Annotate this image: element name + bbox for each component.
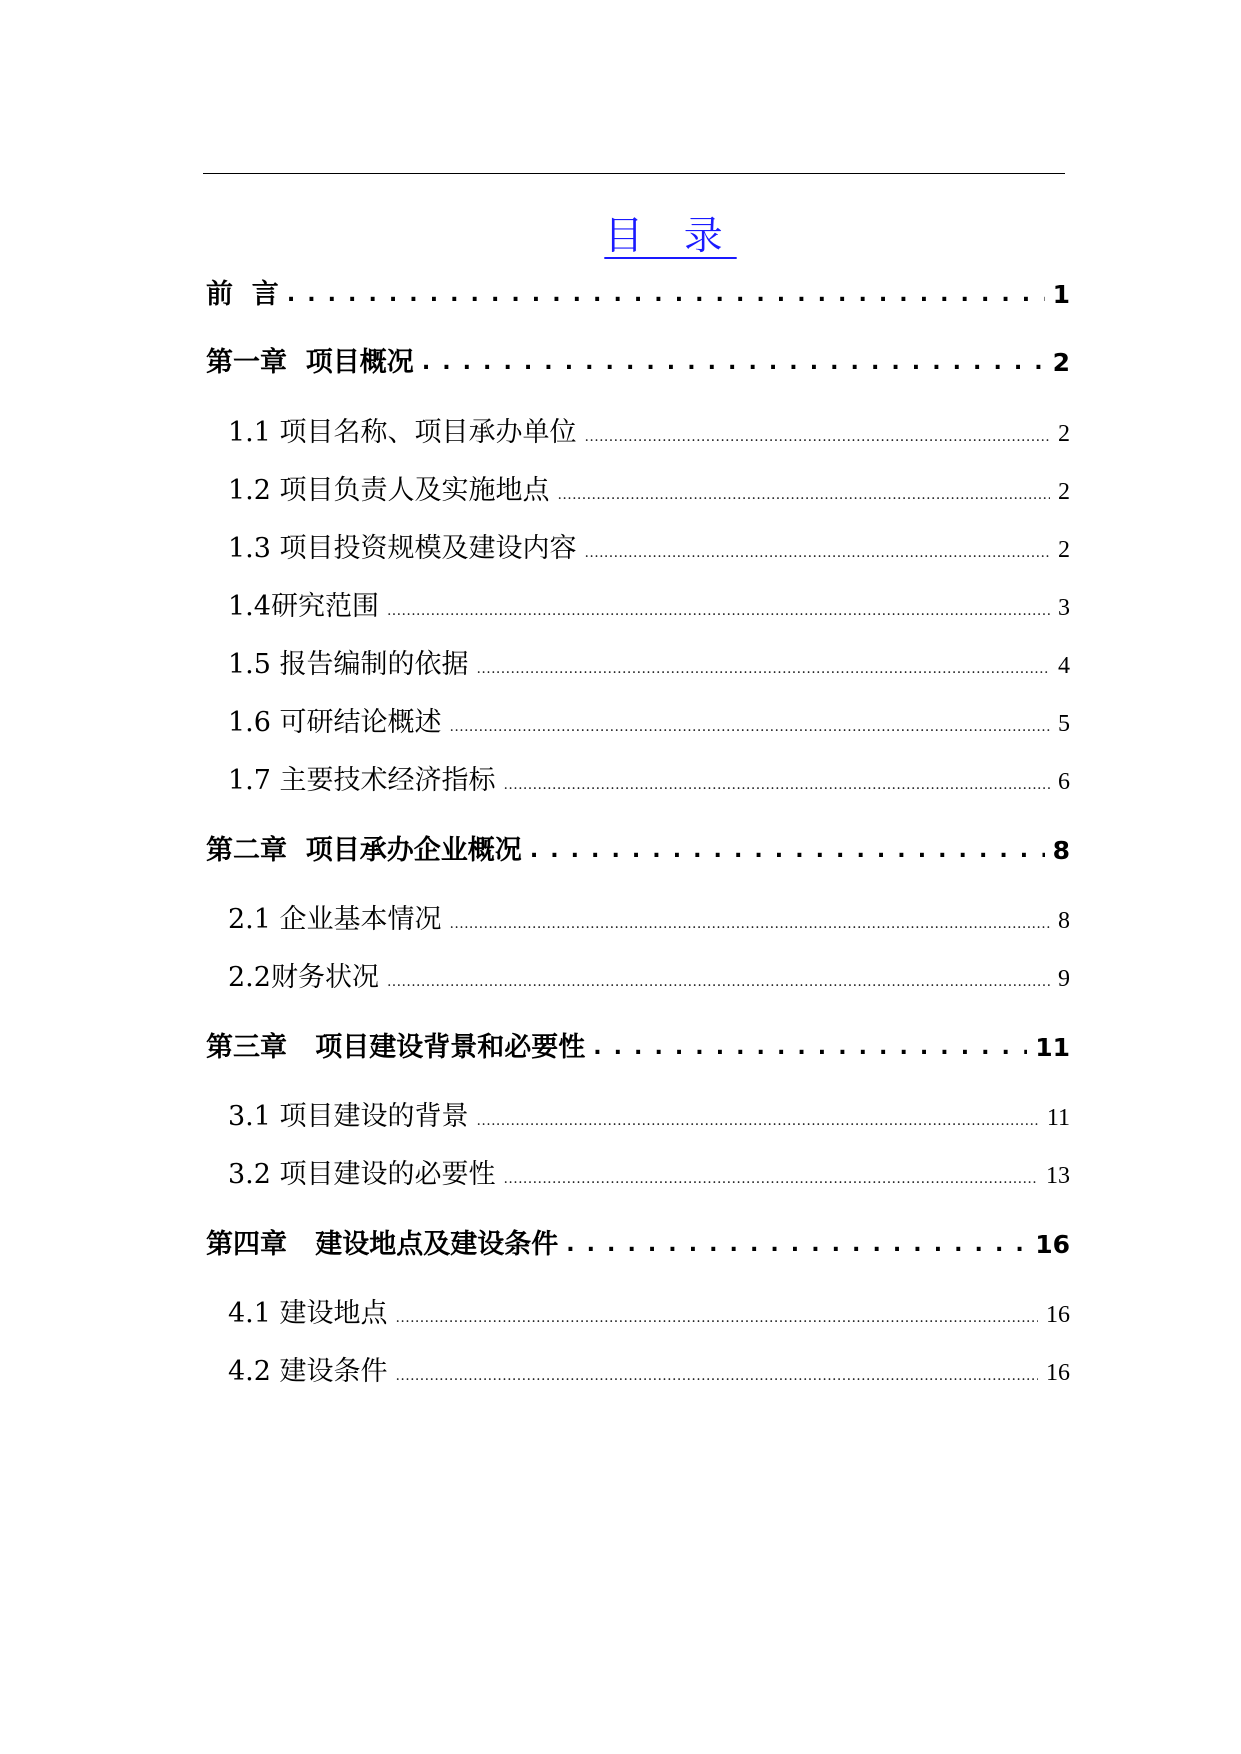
dot-leader [387,970,1050,994]
toc-entry-label: 1.2 项目负责人及实施地点 [228,475,550,506]
toc-entry-page: 8 [1058,908,1070,934]
toc-entry-section-2-1[interactable] [228,897,1070,936]
toc-entry-label: 1.4研究范围 [228,591,379,622]
toc-entry-page: 9 [1058,966,1070,992]
dot-leader [477,1109,1039,1133]
toc-entry-page: 16 [1046,1360,1070,1386]
toc-entry-page: 16 [1046,1302,1070,1328]
toc-entry-label: 1.7 主要技术经济指标 [228,765,496,796]
toc-entry-chapter-1[interactable] [206,340,1070,379]
toc-entry-page: 5 [1058,711,1070,737]
toc-entry-section-1-4[interactable] [228,584,1070,623]
toc-entry-section-4-2[interactable] [228,1349,1070,1388]
toc-entry-label: 1.5 报告编制的依据 [228,649,469,680]
dot-leader [566,1231,1027,1261]
dot-leader [504,773,1050,797]
toc-entry-section-1-6[interactable] [228,700,1070,739]
toc-entry-page: 4 [1058,653,1070,679]
dot-leader [585,425,1050,449]
toc-title-link[interactable]: 目 录 [604,214,737,259]
dot-leader [558,483,1050,507]
toc-entry-section-2-2[interactable] [228,955,1070,994]
dot-leader [504,1167,1038,1191]
dot-leader [387,599,1050,623]
toc-entry-page: 8 [1052,836,1070,865]
toc-entry-page: 6 [1058,769,1070,795]
toc-entry-label: 2.1 企业基本情况 [228,904,442,935]
toc-entry-label: 第三章 项目建设背景和必要性 [206,1032,586,1063]
dot-leader [287,281,1045,311]
dot-leader [450,912,1050,936]
toc-entry-label: 4.2 建设条件 [228,1356,388,1387]
dot-leader [477,657,1050,681]
dot-leader [450,715,1050,739]
toc-entry-label: 第二章 项目承办企业概况 [206,835,522,866]
toc-entry-page: 11 [1046,1105,1070,1131]
toc-entry-page: 2 [1058,537,1070,563]
toc-entry-page: 2 [1058,479,1070,505]
toc-entry-label: 1.1 项目名称、项目承办单位 [228,417,577,448]
toc-entry-section-1-7[interactable] [228,758,1070,797]
toc-entry-label: 4.1 建设地点 [228,1298,388,1329]
toc-entry-page: 3 [1058,595,1070,621]
toc-entry-page: 2 [1058,421,1070,447]
toc-entry-page: 11 [1035,1033,1070,1062]
toc-entry-label: 1.6 可研结论概述 [228,707,442,738]
toc-entry-label: 前 言 [206,279,279,310]
toc-entry-label: 第一章 项目概况 [206,347,414,378]
toc-entry-section-1-2[interactable] [228,468,1070,507]
dot-leader [585,541,1050,565]
toc-entry-section-1-3[interactable] [228,526,1070,565]
toc-entry-page: 2 [1052,348,1070,377]
toc-entry-chapter-2[interactable] [206,828,1070,867]
toc-entry-label: 3.2 项目建设的必要性 [228,1159,496,1190]
toc-entry-label: 第四章 建设地点及建设条件 [206,1229,559,1260]
toc-entry-section-1-1[interactable] [228,410,1070,449]
dot-leader [422,349,1045,379]
toc-entry-label: 3.1 项目建设的背景 [228,1101,469,1132]
toc-entry-section-3-1[interactable] [228,1094,1070,1133]
header-rule [203,173,1065,174]
toc-entry-page: 16 [1035,1230,1070,1259]
dot-leader [396,1306,1038,1330]
toc-entry-page: 1 [1052,280,1070,309]
toc-entry-section-4-1[interactable] [228,1291,1070,1330]
toc-entry-chapter-4[interactable] [206,1222,1070,1261]
dot-leader [396,1364,1038,1388]
dot-leader [530,837,1045,867]
toc-entry-section-1-5[interactable] [228,642,1070,681]
toc-entry-section-3-2[interactable] [228,1152,1070,1191]
toc-entry-chapter-3[interactable] [206,1025,1070,1064]
toc-entry-page: 13 [1046,1163,1070,1189]
toc-entry-preface[interactable] [206,272,1070,311]
dot-leader [593,1034,1027,1064]
toc-entry-label: 2.2财务状况 [228,962,379,993]
toc-entry-label: 1.3 项目投资规模及建设内容 [228,533,577,564]
